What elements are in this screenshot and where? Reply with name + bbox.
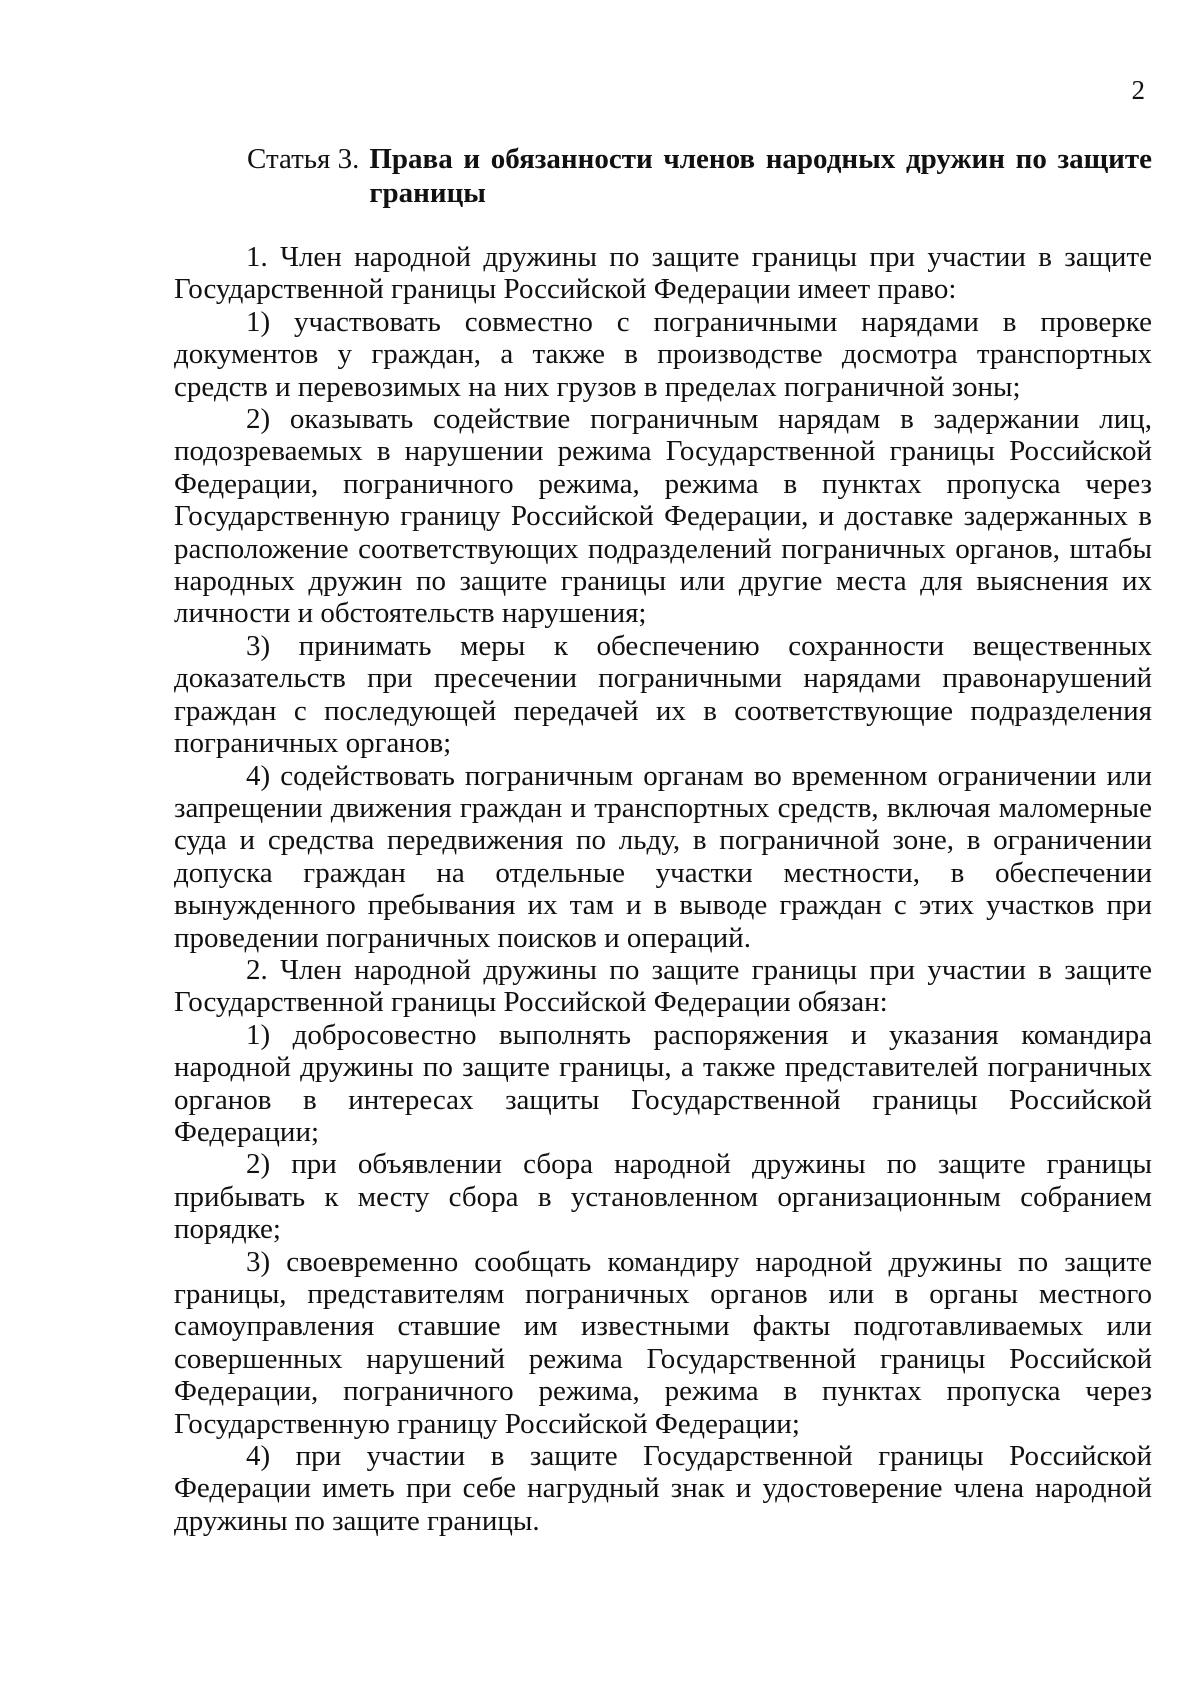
article-body [174,241,1152,1537]
duty-item-3: 3) своевременно сообщать командиру народной дружины по защите границы, представителям пограничных органов или в органы местного самоуправления ставшие им известными факты подготавливаемых или совершенных нарушений режима Государственной границы Российской Федерации, пограничного режима, режима в пунктах пропуска через Государственную границу Российской Федерации; [174,1245,1152,1440]
paragraph-1-intro: 1. Член народной дружины по защите границы при участии в защите Государственной границы Российской Федерации имеет право: [174,241,1152,306]
right-item-1: 1) участвовать совместно с пограничными нарядами в проверке документов у граждан, а также в производстве досмотра транспортных средств и перевозимых на них грузов в пределах пограничной зоны; [174,305,1152,403]
article-label: Статья 3. [247,143,360,175]
paragraph-2-intro: 2. Член народной дружины по защите границы при участии в защите Государственной границы Российской Федерации обязан: [174,953,1152,1019]
article-title: Права и обязанности членов народных дружин по защите границы [369,143,1152,209]
page-number: 2 [1131,75,1145,105]
right-item-2: 2) оказывать содействие пограничным нарядам в задержании лиц, подозреваемых в нарушении режима Государственной границы Российской Федерации, пограничного режима, режима в пунктах пропуска через Государственную границу Российской Федерации, и доставке задержанных в расположение соответствующих подразделений пограничных органов, штабы народных дружин по защите границы или другие места для выяснения их личности и обстоятельств нарушения; [174,403,1152,630]
right-item-4: 4) содействовать пограничным органам во временном ограничении или запрещении движения граждан и транспортных средств, включая маломерные суда и средства передвижения по льду, в пограничной зоне, в ограничении допуска граждан на отдельные участки местности, в обеспечении вынужденного пребывания их там и в выводе граждан с этих участков при проведении пограничных поисков и операций. [174,759,1152,954]
article-heading [247,142,1152,210]
duty-item-2: 2) при объявлении сбора народной дружины по защите границы прибывать к месту сбора в установленном организационным собранием порядке; [174,1148,1152,1246]
duty-item-4: 4) при участии в защите Государственной границы Российской Федерации иметь при себе нагрудный знак и удостоверение члена народной дружины по защите границы. [174,1440,1152,1537]
right-item-3: 3) принимать меры к обеспечению сохранности вещественных доказательств при пресечении пограничными нарядами правонарушений граждан с последующей передачей их в соответствующие подразделения пограничных органов; [174,629,1152,760]
duty-item-1: 1) добросовестно выполнять распоряжения и указания командира народной дружины по защите границы, а также представителей пограничных органов в интересах защиты Государственной границы Российской Федерации; [174,1018,1152,1148]
